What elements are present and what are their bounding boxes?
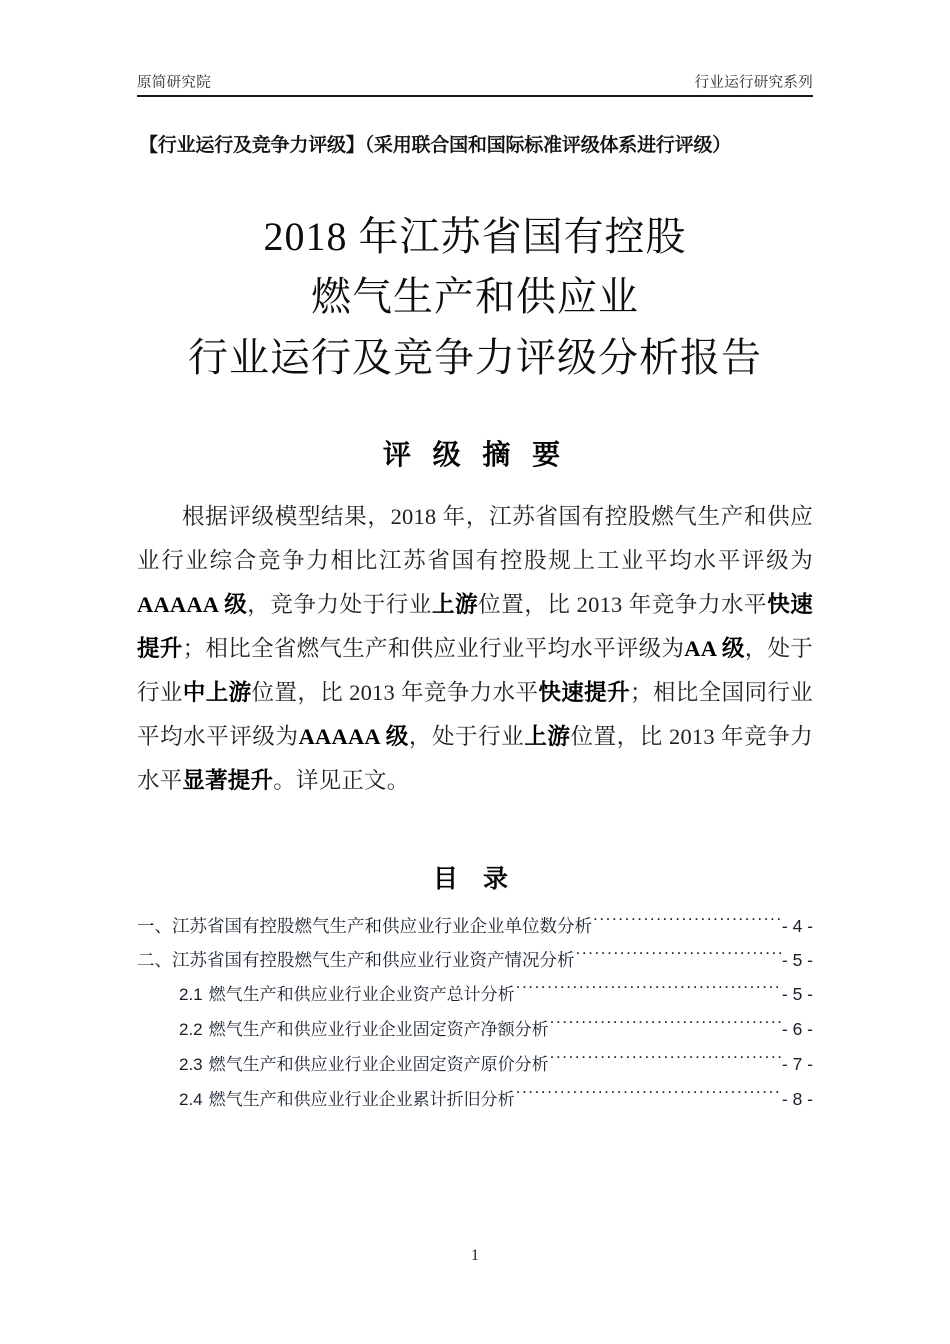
toc-entry-label: 一、江苏省国有控股燃气生产和供应业行业企业单位数分析 [137, 915, 592, 936]
toc-dot-leader [593, 914, 781, 932]
page-footer [0, 1247, 950, 1265]
toc-entry-page: - 6 - [781, 1018, 813, 1039]
footer-page-number: 1 [471, 1247, 479, 1264]
summary-emph-02: 上游 [431, 591, 479, 617]
toc-dot-leader [550, 1018, 781, 1035]
summary-text-04: ；相比全省燃气生产和供应业行业平均水平评级为 [182, 635, 685, 661]
title-line-2: 燃气生产和供应业 [311, 274, 639, 320]
toc-entry[interactable] [137, 943, 813, 977]
toc-entry-number: 2.3 [179, 1054, 203, 1074]
toc-dot-leader [550, 1053, 781, 1070]
title-line-1: 2018 年江苏省国有控股 [263, 213, 687, 259]
toc-entry-page: - 4 - [781, 915, 813, 936]
running-header [137, 62, 813, 97]
toc-dot-leader [576, 948, 781, 966]
summary-text-03: 位置，比 2013 年竞争力水平 [478, 591, 768, 617]
summary-text-01: 根据评级模型结果，2018 年，江苏省国有控股燃气生产和供应业行业综合竞争力相比江苏省国有控股规上工业平均水平评级为 [137, 503, 813, 573]
summary-text-09: 位置，比 2013 年竞争力水平 [137, 723, 813, 793]
header-left-text: 原简研究院 [137, 75, 211, 92]
toc-entry[interactable] [137, 1082, 813, 1117]
toc-entry-page: - 8 - [781, 1088, 813, 1109]
toc-entry[interactable] [137, 909, 813, 943]
toc-dot-leader [516, 1088, 781, 1105]
summary-text-06: 位置，比 2013 年竞争力水平 [251, 679, 539, 705]
summary-emph-01: AAAAA 级 [137, 591, 248, 617]
toc-entry-label: 燃气生产和供应业行业企业累计折旧分析 [208, 1089, 515, 1109]
toc-entry-page: - 5 - [781, 949, 813, 970]
toc-entry-page: - 7 - [781, 1053, 813, 1074]
toc-entry-label: 二、江苏省国有控股燃气生产和供应业行业资产情况分析 [137, 949, 575, 970]
page-content [137, 120, 813, 1117]
summary-emph-04: AA 级 [684, 635, 745, 661]
summary-emph-05: 中上游 [182, 679, 252, 705]
toc-entry[interactable] [137, 977, 813, 1012]
summary-text-02: ，竞争力处于行业 [247, 591, 432, 617]
toc-entry-number: 2.1 [179, 984, 203, 1004]
rating-kicker-line: 【行业运行及竞争力评级】（采用联合国和国际标准评级体系进行评级） [139, 135, 732, 156]
toc-list [137, 909, 813, 1117]
summary-heading: 评 级 摘 要 [382, 438, 568, 470]
summary-emph-03: 快速提升 [137, 591, 813, 661]
toc-entry-label: 燃气生产和供应业行业企业资产总计分析 [208, 984, 515, 1004]
summary-emph-08: 上游 [524, 723, 571, 749]
toc-dot-leader [516, 983, 781, 1000]
summary-text-10: 。详见正文。 [273, 767, 410, 793]
summary-paragraph [137, 495, 813, 803]
summary-text-05: ，处于行业 [137, 635, 813, 705]
toc-entry-number: 2.4 [179, 1089, 203, 1109]
summary-emph-09: 显著提升 [182, 767, 274, 793]
toc-entry[interactable] [137, 1047, 813, 1082]
toc-entry[interactable] [137, 1012, 813, 1047]
summary-text-08: ，处于行业 [408, 723, 525, 749]
toc-entry-label: 燃气生产和供应业行业企业固定资产原价分析 [208, 1054, 549, 1074]
document-title [137, 207, 813, 389]
header-right-text: 行业运行研究系列 [694, 75, 813, 92]
summary-emph-06: 快速提升 [538, 679, 630, 705]
title-line-3: 行业运行及竞争力评级分析报告 [188, 335, 762, 381]
toc-entry-page: - 5 - [781, 983, 813, 1004]
toc-entry-label: 燃气生产和供应业行业企业固定资产净额分析 [208, 1019, 549, 1039]
summary-text-07: ；相比全国同行业平均水平评级为 [137, 679, 813, 749]
toc-heading: 目 录 [433, 864, 517, 893]
summary-emph-07: AAAAA 级 [298, 723, 409, 749]
toc-entry-number: 2.2 [179, 1019, 203, 1039]
